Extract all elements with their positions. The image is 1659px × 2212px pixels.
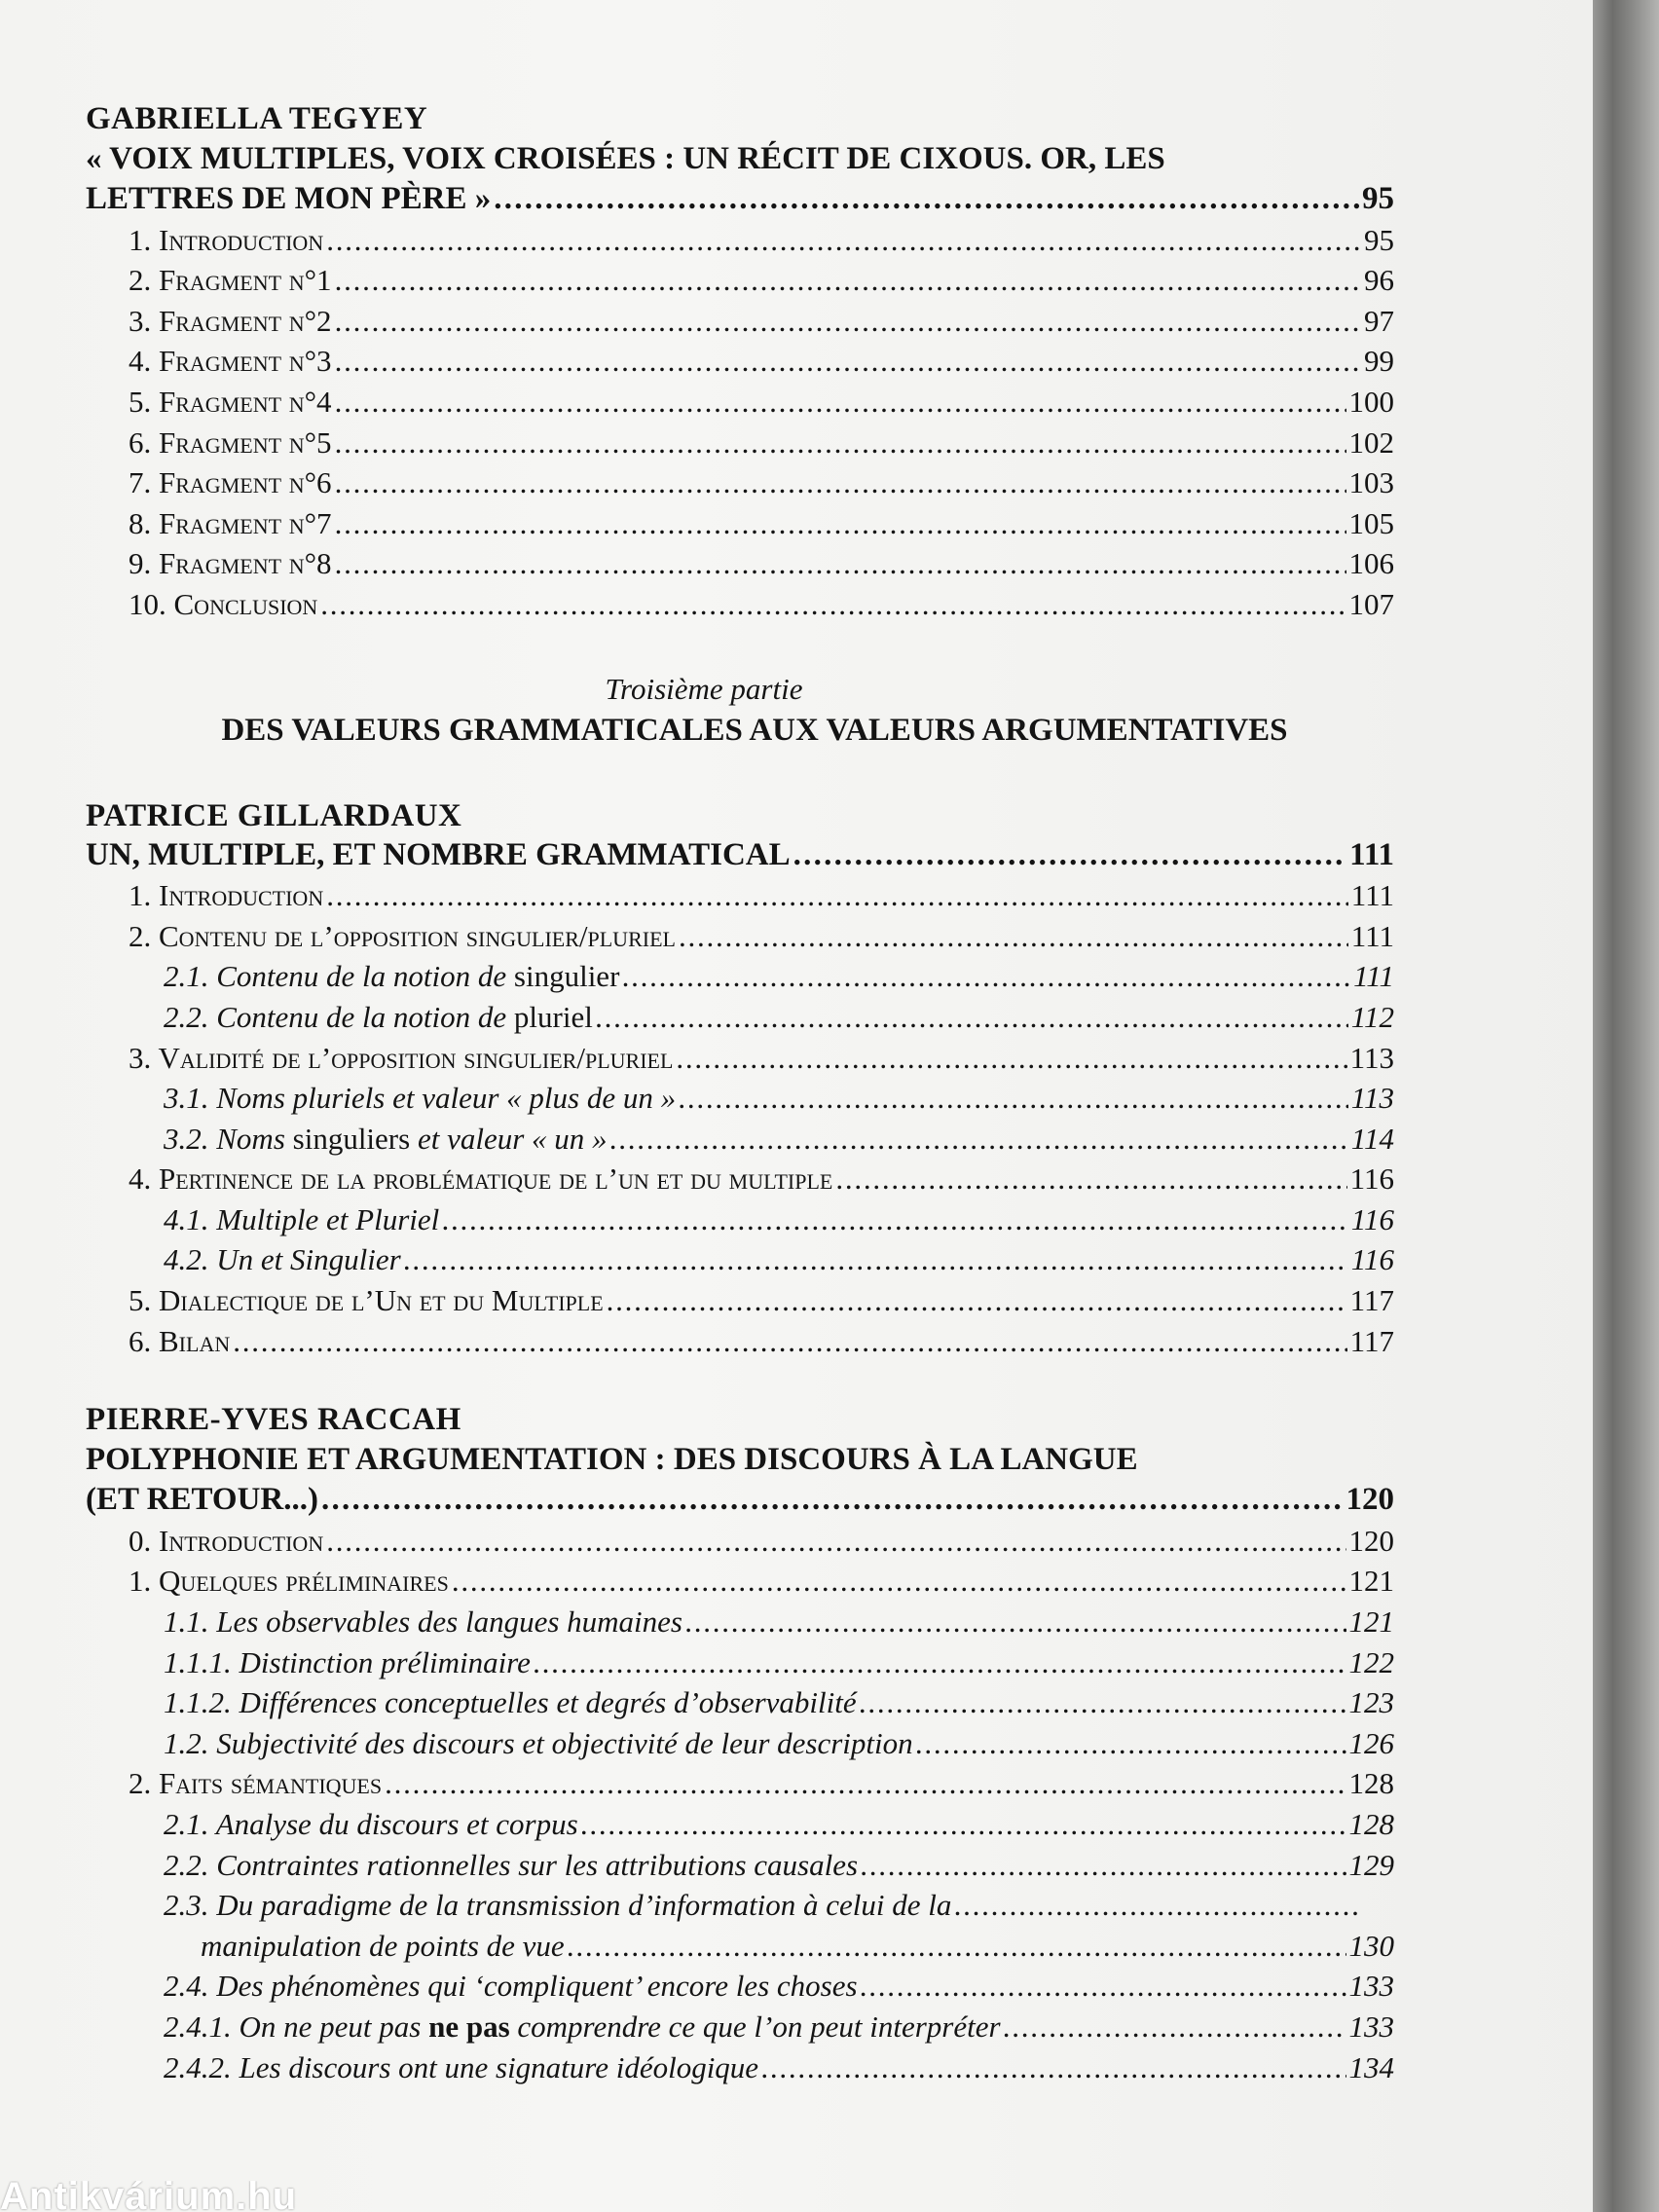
toc-entry: 2. Faits sémantiques . . . 128 (86, 1763, 1394, 1804)
toc-entry: 5. Dialectique de l’Un et du Multiple . . . 117 (86, 1280, 1394, 1321)
toc-entry: 5. Fragment n°4 . . . 100 (86, 382, 1394, 423)
book-spine (1593, 0, 1659, 2212)
toc-entry: 1.1.2. Différences conceptuelles et degrés d’observabilité . . . 123 (86, 1682, 1394, 1723)
toc-entry: manipulation de points de vue . . . 130 (86, 1926, 1394, 1967)
toc-entry: 2.4. Des phénomènes qui ‘compliquent’ encore les choses . . . 133 (86, 1966, 1394, 2007)
article-title-line1: POLYPHONIE ET ARGUMENTATION : DES DISCOURS À LA LANGUE (86, 1442, 1138, 1478)
part-title: DES VALEURS GRAMMATICALES AUX VALEURS ARGUMENTATIVES (221, 712, 1288, 748)
toc-entry: 1.2. Subjectivité des discours et objectivité de leur description . . . 126 (86, 1723, 1394, 1764)
toc-entry: 2.1. Contenu de la notion de singulier . . . 111 (86, 956, 1394, 997)
article-title-entry: LETTRES DE MON PÈRE » . . . 95 (86, 179, 1394, 220)
toc-entry: 2.4.2. Les discours ont une signature idéologique . . . 134 (86, 2047, 1394, 2088)
toc-entry: 2.1. Analyse du discours et corpus . . . 128 (86, 1804, 1394, 1845)
toc-entry: 10. Conclusion . . . 107 (86, 584, 1394, 625)
toc-entry: 2. Fragment n°1 . . . 96 (86, 260, 1394, 301)
toc-entry: 2.2. Contenu de la notion de pluriel . . . 112 (86, 997, 1394, 1038)
toc-entry: 1. Quelques préliminaires . . . 121 (86, 1561, 1394, 1602)
table-of-contents (86, 99, 1394, 2087)
toc-entry: 6. Fragment n°5 . . . 102 (86, 423, 1394, 463)
toc-entry: 9. Fragment n°8 . . . 106 (86, 543, 1394, 584)
toc-entry: 2.3. Du paradigme de la transmission d’information à celui de la . . . (86, 1885, 1394, 1926)
toc-entry: 2.4.1. On ne peut pas ne pas comprendre ce que l’on peut interpréter . . . 133 (86, 2007, 1394, 2047)
toc-entry: 7. Fragment n°6 . . . 103 (86, 462, 1394, 503)
part-subtitle: Troisième partie (605, 671, 803, 706)
toc-entry: 1.1. Les observables des langues humaines . . . 121 (86, 1602, 1394, 1642)
toc-entry: 8. Fragment n°7 . . . 105 (86, 503, 1394, 544)
toc-entry: 3.2. Noms singuliers et valeur « un » . . . 114 (86, 1119, 1394, 1160)
toc-entry: 1. Introduction . . . 111 (86, 875, 1394, 916)
article-title-entry: (ET RETOUR...) . . . 120 (86, 1480, 1394, 1521)
toc-entry: 3. Validité de l’opposition singulier/pluriel . . . 113 (86, 1038, 1394, 1079)
toc-entry: 6. Bilan . . . 117 (86, 1321, 1394, 1362)
toc-entry: 3. Fragment n°2 . . . 97 (86, 301, 1394, 342)
watermark: Antikvárium.hu (0, 2181, 298, 2212)
toc-entry: 4. Fragment n°3 . . . 99 (86, 341, 1394, 382)
author-raccah: PIERRE-YVES RACCAH (86, 1402, 461, 1438)
toc-entry: 1.1.1. Distinction préliminaire . . . 122 (86, 1642, 1394, 1683)
toc-entry: 2.2. Contraintes rationnelles sur les attributions causales . . . 129 (86, 1845, 1394, 1886)
author-gillardaux: PATRICE GILLARDAUX (86, 797, 462, 833)
article-title-line1: « VOIX MULTIPLES, VOIX CROISÉES : UN RÉCIT DE CIXOUS. OR, LES (86, 141, 1165, 176)
toc-entry: 4. Pertinence de la problématique de l’un et du multiple . . . 116 (86, 1159, 1394, 1199)
toc-entry: 4.1. Multiple et Pluriel . . . 116 (86, 1199, 1394, 1240)
article-title-entry: UN, MULTIPLE, ET NOMBRE GRAMMATICAL . . . 111 (86, 835, 1394, 876)
toc-entry: 3.1. Noms pluriels et valeur « plus de un » . . . 113 (86, 1078, 1394, 1119)
toc-list-tegyey (86, 220, 1394, 625)
toc-entry: 0. Introduction . . . 120 (86, 1521, 1394, 1562)
toc-entry: 1. Introduction . . . 95 (86, 220, 1394, 261)
author-tegyey: GABRIELLA TEGYEY (86, 101, 428, 136)
toc-entry: 4.2. Un et Singulier . . . 116 (86, 1239, 1394, 1280)
toc-entry: 2. Contenu de l’opposition singulier/pluriel . . . 111 (86, 916, 1394, 957)
